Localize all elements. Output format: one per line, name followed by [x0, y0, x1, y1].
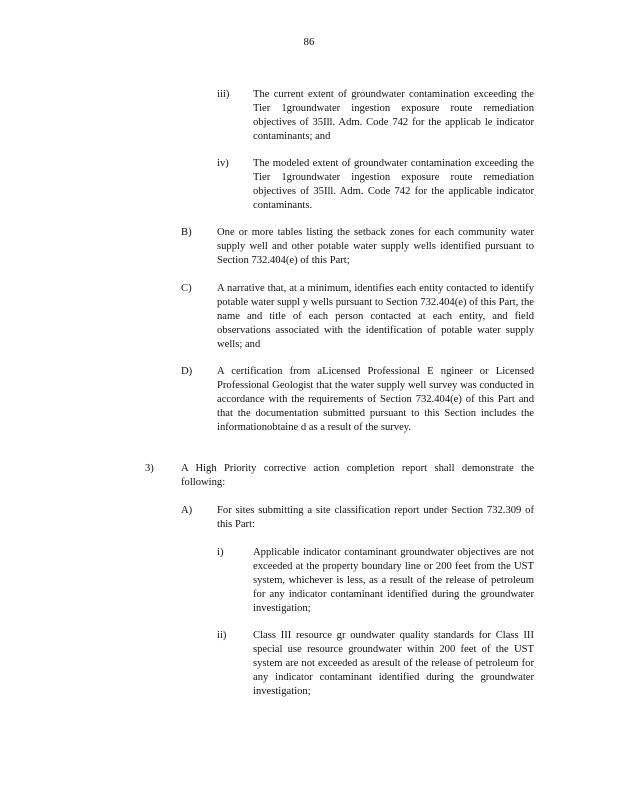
- list-marker-ii: ii): [217, 630, 227, 641]
- page-number: 86: [303, 36, 315, 48]
- list-item-iv: The modeled extent of groundwater contamination exceeding the Tier 1groundwater ingestion exposure route remediation objectives of 35Ill. Adm. Code 742 for the applicable indicator contaminants.: [253, 158, 534, 211]
- list-item-3: A High Priority corrective action completion report shall demonstrate the following:: [181, 463, 534, 488]
- list-marker-iii: iii): [217, 89, 230, 100]
- list-item-a: For sites submitting a site classification report under Section 732.309 of this Part:: [217, 505, 534, 530]
- list-marker-iv: iv): [217, 158, 229, 169]
- list-marker-b: B): [181, 227, 192, 238]
- list-item-b: One or more tables listing the setback zones for each community water supply well and other potable water supply wells identified pursuant to Section 732.404(e) of this Part;: [217, 227, 534, 266]
- list-marker-c: C): [181, 283, 192, 294]
- list-item-d: A certification from aLicensed Professional E ngineer or Licensed Professional Geologist that the water supply well survey was conducted in accordance with the requirements of Section 732.404(e) of this Part and that the documentation submitted pursuant to this Section includes the informationobtaine d as a result of the survey.: [217, 366, 534, 433]
- list-marker-d: D): [181, 366, 193, 377]
- list-marker-i: i): [217, 547, 224, 558]
- list-item-i: Applicable indicator contaminant groundwater objectives are not exceeded at the property boundary line or 200 feet from the UST system, whichever is less, as a result of the release of petroleum for any indicator contaminant identified during the groundwater investigation;: [253, 547, 534, 614]
- list-item-iii: The current extent of groundwater contamination exceeding the Tier 1groundwater ingestion exposure route remediation objectives of 35Ill. Adm. Code 742 for the applicab le indicator contaminants; and: [253, 89, 534, 142]
- list-marker-3: 3): [145, 463, 154, 474]
- list-item-ii: Class III resource gr oundwater quality standards for Class III special use resource groundwater within 200 feet of the UST system are not exceeded as aresult of the release of petroleum for any indicator contaminant identified during the groundwater investigation;: [253, 630, 534, 697]
- list-item-c: A narrative that, at a minimum, identifies each entity contacted to identify potable water suppl y wells pursuant to Section 732.404(e) of this Part, the name and title of each person contacted at each entity, and field observations associated with the identification of potable water supply wells; and: [217, 283, 534, 350]
- list-marker-a: A): [181, 505, 193, 516]
